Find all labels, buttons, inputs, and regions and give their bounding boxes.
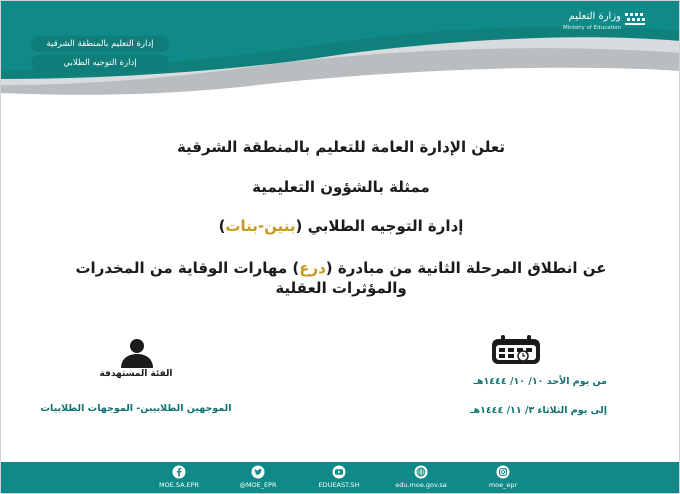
line3-prefix: إدارة التوجيه الطلابي ( — [295, 217, 464, 235]
social-instagram[interactable] — [463, 465, 543, 489]
line4-highlight: درع — [299, 259, 326, 277]
announcement-line-2: ممثلة بالشؤون التعليمية — [252, 178, 430, 196]
announcement-line-4 — [1, 259, 680, 277]
line4-prefix: عن انطلاق المرحلة الثانية من مبادرة ( — [325, 259, 607, 277]
target-audience-label: الفئة المستهدفة — [99, 369, 173, 379]
person-icon — [117, 338, 157, 368]
announcement-line-3 — [1, 217, 680, 235]
social-website[interactable] — [381, 465, 461, 489]
region-pill: إدارة التعليم بالمنطقة الشرقية — [31, 36, 169, 52]
youtube-icon — [332, 465, 346, 479]
social-facebook[interactable] — [139, 465, 219, 489]
globe-icon — [414, 465, 428, 479]
target-audience-value: الموجهين الطلابيين- الموجهات الطلابيات — [40, 403, 232, 414]
social-twitter[interactable] — [218, 465, 298, 489]
start-date: من يوم الأحد ١٠/ ١٠/ ١٤٤٤هـ — [473, 376, 607, 387]
department-pill: إدارة التوجيه الطلابي — [31, 55, 169, 71]
instagram-icon — [496, 465, 510, 479]
website-handle: edu.moe.gov.sa — [395, 481, 447, 489]
ministry-logo — [539, 11, 649, 35]
ministry-name-en: Ministry of Education — [562, 25, 621, 31]
line3-suffix: ) — [218, 217, 226, 235]
footer-social-bar — [1, 462, 680, 494]
announcement-line-1: تعلن الإدارة العامة للتعليم بالمنطقة الشرقية — [176, 138, 506, 156]
ministry-name-ar: وزارة التعليم — [568, 11, 621, 22]
end-date: إلى يوم الثلاثاء ٣/ ١١/ ١٤٤٤هـ — [470, 405, 607, 416]
facebook-handle: MOE.SA.EPR — [158, 481, 200, 489]
twitter-handle: @MOE_EPR — [239, 481, 277, 489]
line3-highlight: بنين-بنات — [225, 217, 296, 235]
announcement-line-5: والمؤثرات العقلية — [275, 279, 407, 297]
calendar-icon — [491, 335, 541, 365]
ministry-logo-icon — [623, 11, 649, 29]
youtube-handle: EDUEAST.SH — [318, 481, 360, 489]
twitter-icon — [251, 465, 265, 479]
social-youtube[interactable] — [299, 465, 379, 489]
facebook-icon — [172, 465, 186, 479]
line4-suffix: ) مهارات الوقاية من المخدرات — [75, 259, 300, 277]
instagram-handle: moe_epr — [488, 481, 518, 489]
